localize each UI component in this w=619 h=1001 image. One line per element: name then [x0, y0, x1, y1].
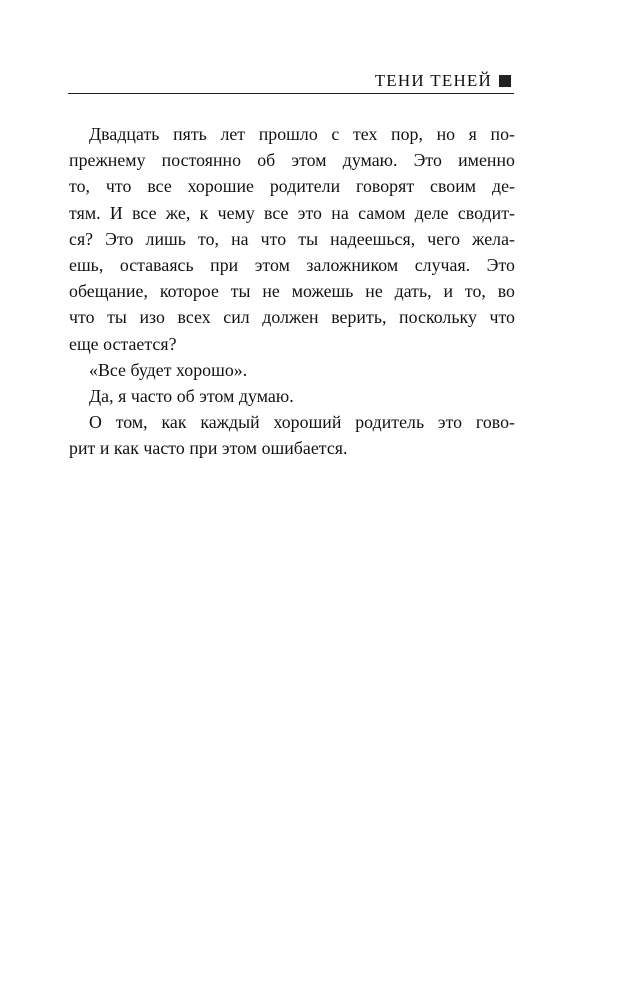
text-line: еще остается?: [69, 333, 177, 354]
body-text: [69, 121, 515, 462]
text-line: рит и как часто при этом ошибается.: [69, 438, 348, 459]
text-line: прежнему постоянно об этом думаю. Это именно: [69, 150, 515, 171]
text-line: что ты изо всех сил должен верить, поскольку что: [69, 307, 515, 328]
text-line: то, что все хорошие родители говорят своим де-: [69, 176, 515, 197]
text-line: О том, как каждый хороший родитель это гово-: [89, 412, 515, 433]
running-header: [68, 72, 514, 94]
text-line: обещание, которое ты не можешь не дать, и то, во: [69, 281, 515, 302]
text-line: тям. И все же, к чему все это на самом деле сводит-: [69, 202, 515, 223]
header-rule: [68, 93, 514, 94]
square-marker-icon: [499, 75, 511, 87]
text-line: Да, я часто об этом думаю.: [89, 386, 294, 407]
text-line: Двадцать пять лет прошло с тех пор, но я по-: [89, 124, 515, 144]
running-title: ТЕНИ ТЕНЕЙ: [374, 71, 492, 90]
text-line: «Все будет хорошо».: [89, 359, 248, 380]
text-line: ся? Это лишь то, на что ты надеешься, чего жела-: [69, 228, 515, 249]
text-line: ешь, оставаясь при этом заложником случая. Это: [69, 255, 515, 276]
